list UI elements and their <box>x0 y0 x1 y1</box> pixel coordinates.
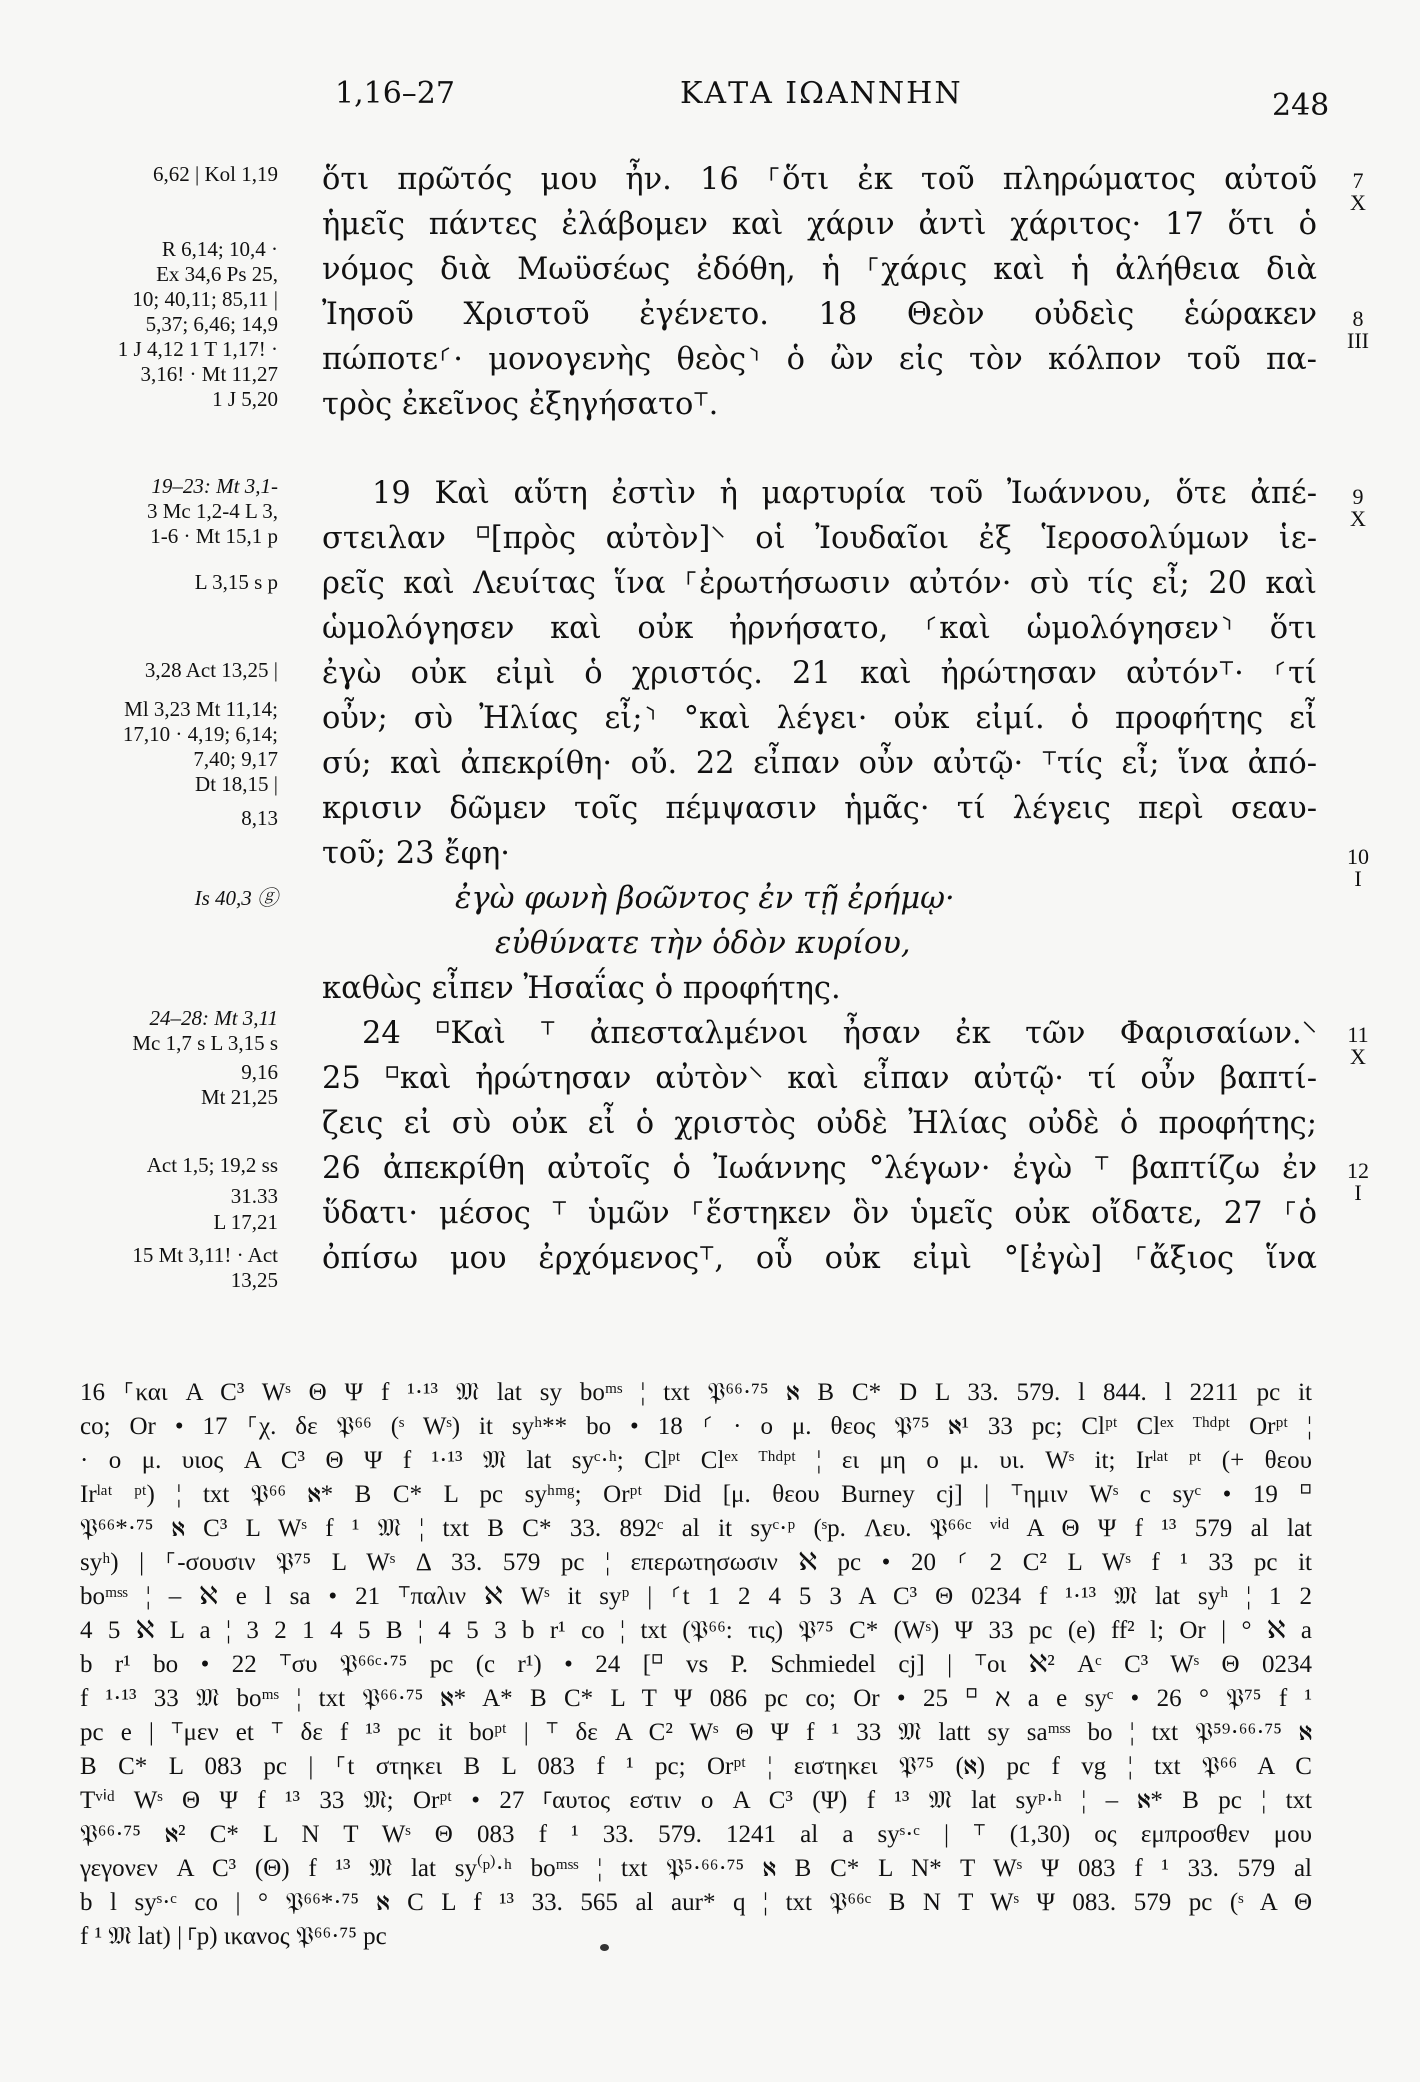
section-code: X <box>1350 1044 1366 1069</box>
text-line: 26 ἀπεκρίθη αὐτοῖς ὁ Ἰωάννης °λέγων· ἐγὼ ⸆ βαπτίζω ἐν <box>322 1151 1317 1186</box>
section-code: X <box>1350 506 1366 531</box>
margin-ref: 31.33 <box>230 1184 278 1208</box>
margin-ref: 3,16! · Mt 11,27 <box>140 362 278 386</box>
apparatus-line: boᵐˢˢ ¦ – ℵ e l sa • 21 ⸆παλιν ℵ Wˢ it syᵖ | ⸂t 1 2 4 5 3 A C³ Θ 0234 f ¹·¹³ 𝔐 lat syʰ ¦ 1 2 <box>80 1583 1312 1610</box>
text-line: Ἰησοῦ Χριστοῦ ἐγένετο. 18 Θεὸν οὐδεὶς ἑώρακεν <box>322 297 1317 332</box>
margin-ref: 6,62 | Kol 1,19 <box>153 162 278 186</box>
margin-ref: 3 Mc 1,2-4 L 3, <box>146 499 278 523</box>
text-line: οὖν; σὺ Ἠλίας εἶ;⸃ °καὶ λέγει· οὐκ εἰμί. ὁ προφήτης εἶ <box>322 701 1317 736</box>
book-title: ΚΑΤΑ ΙΩΑΝΝΗΝ <box>680 76 963 111</box>
apparatus-line: γεγονεν A C³ (Θ) f ¹³ 𝔐 lat sy⁽ᵖ⁾·ʰ boᵐˢˢ ¦ txt 𝔓⁵·⁶⁶·⁷⁵ ℵ B C* L N* T Wˢ Ψ 083 f ¹ 33. 579 al <box>80 1855 1312 1882</box>
apparatus-line: 𝔓⁶⁶·⁷⁵ ℵ² C* L N T Wˢ Θ 083 f ¹ 33. 579. 1241 al a syˢ·ᶜ | ⸆ (1,30) ος εμπροσθεν μου <box>80 1821 1312 1848</box>
text-line: καθὼς εἶπεν Ἠσαΐας ὁ προφήτης. <box>322 971 841 1006</box>
apparatus-line: 4 5 ℵ L a ¦ 3 2 1 4 5 B ¦ 4 5 3 b r¹ co ¦ txt (𝔓⁶⁶: τις) 𝔓⁷⁵ C* (Wˢ) Ψ 33 pc (e) ff² l; Or | ° ℵ a <box>80 1617 1312 1644</box>
text-line: στειλαν ⸋[πρὸς αὐτὸν]⸌ οἱ Ἰουδαῖοι ἐξ Ἱεροσολύμων ἱε- <box>322 521 1317 556</box>
text-line: κρισιν δῶμεν τοῖς πέμψασιν ἡμᾶς· τί λέγεις περὶ σεαυ- <box>322 791 1317 826</box>
text-line: ὕδατι· μέσος ⸆ ὑμῶν ⸀ἕστηκεν ὃν ὑμεῖς οὐκ οἴδατε, 27 ⸀ὁ <box>322 1196 1317 1231</box>
page-number: 248 <box>1272 88 1330 123</box>
text-line: τρὸς ἐκεῖνος ἐξηγήσατο⸆. <box>322 387 719 422</box>
text-line: νόμος διὰ Μωϋσέως ἐδόθη, ἡ ⸀χάρις καὶ ἡ ἀλήθεια διὰ <box>322 252 1317 287</box>
margin-ref: 8,13 <box>241 806 278 830</box>
apparatus-line: Tᵛⁱᵈ Wˢ Θ Ψ f ¹³ 33 𝔐; Orᵖᵗ • 27 ⸀αυτος εστιν ο A C³ (Ψ) f ¹³ 𝔐 lat syᵖ·ʰ ¦ – ℵ* B pc ¦ txt <box>80 1787 1312 1814</box>
text-line: ὅτι πρῶτός μου ἦν. 16 ⸀ὅτι ἐκ τοῦ πληρώματος αὐτοῦ <box>322 162 1317 197</box>
margin-ref: 13,25 <box>230 1268 278 1292</box>
apparatus-line: B C* L 083 pc | ⸀t στηκει B L 083 f ¹ pc; Orᵖᵗ ¦ ειστηκει 𝔓⁷⁵ (ℵ) pc f vg ¦ txt 𝔓⁶⁶ A C <box>80 1753 1312 1780</box>
margin-ref: L 3,15 s p <box>194 570 278 594</box>
margin-ref: 10; 40,11; 85,11 | <box>132 287 278 311</box>
section-number: 11 <box>1347 1022 1369 1047</box>
quotation-line: εὐθύνατε τὴν ὁδὸν κυρίου, <box>495 926 911 961</box>
text-line: 24 ⸋Καὶ ⸆ ἀπεσταλμένοι ἦσαν ἐκ τῶν Φαρισαίων.⸌ <box>362 1016 1317 1051</box>
apparatus-line: pc e | ⸆μεν et ⸆ δε f ¹³ pc it boᵖᵗ | ⸆ δε A C² Wˢ Θ Ψ f ¹ 33 𝔐 latt sy saᵐˢˢ bo ¦ txt 𝔓⁵⁹·⁶⁶·⁷⁵ ℵ <box>80 1719 1312 1746</box>
apparatus-line: f ¹·¹³ 33 𝔐 boᵐˢ ¦ txt 𝔓⁶⁶·⁷⁵ ℵ* A* B C* L T Ψ 086 pc co; Or • 25 ⸋ ℵ a e syᶜ • 26 ° 𝔓⁷⁵ f ¹ <box>80 1685 1312 1712</box>
section-marker <box>1338 170 1378 214</box>
section-number: 9 <box>1352 484 1364 509</box>
margin-ref: Act 1,5; 19,2 ss <box>146 1153 278 1177</box>
margin-ref: Ex 34,6 Ps 25, <box>156 262 278 286</box>
section-marker <box>1338 1160 1378 1204</box>
margin-ref: 24–28: Mt 3,11 <box>149 1006 278 1030</box>
margin-ref: 7,40; 9,17 <box>193 747 278 771</box>
apparatus-line: · ο μ. υιος A C³ Θ Ψ f ¹·¹³ 𝔐 lat syᶜ·ʰ; Clᵖᵗ Clᵉˣ ᵀʰᵈᵖᵗ ¦ ει μη ο μ. υι. Wˢ it; Irˡᵃᵗ ᵖᵗ (+ θεου <box>80 1447 1312 1474</box>
margin-ref: 3,28 Act 13,25 | <box>144 658 278 682</box>
text-line: 25 ⸋καὶ ἠρώτησαν αὐτὸν⸌ καὶ εἶπαν αὐτῷ· τί οὖν βαπτί- <box>322 1061 1317 1096</box>
apparatus-line: co; Or • 17 ⸀χ. δε 𝔓⁶⁶ (ˢ Wˢ) it syʰ** bo • 18 ⸂ · ο μ. θεος 𝔓⁷⁵ ℵ¹ 33 pc; Clᵖᵗ Clᵉˣ ᵀʰᵈᵖᵗ Orᵖᵗ ¦ <box>80 1413 1312 1440</box>
section-number: 7 <box>1352 168 1364 193</box>
text-line: ὀπίσω μου ἐρχόμενος⸆, οὗ οὐκ εἰμὶ °[ἐγὼ] ⸀ἄξιος ἵνα <box>322 1241 1317 1276</box>
text-line: τοῦ; 23 ἔφη· <box>322 836 510 871</box>
quotation-line: ἐγὼ φωνὴ βοῶντος ἐν τῇ ἐρήμῳ· <box>455 881 955 916</box>
text-line: ζεις εἰ σὺ οὐκ εἶ ὁ χριστὸς οὐδὲ Ἠλίας οὐδὲ ὁ προφήτης; <box>322 1106 1317 1141</box>
apparatus-line: 16 ⸀και A C³ Wˢ Θ Ψ f ¹·¹³ 𝔐 lat sy boᵐˢ ¦ txt 𝔓⁶⁶·⁷⁵ ℵ B C* D L 33. 579. l 844. l 2211 pc it <box>80 1379 1312 1406</box>
text-line: ἡμεῖς πάντες ἐλάβομεν καὶ χάριν ἀντὶ χάριτος· 17 ὅτι ὁ <box>322 207 1317 242</box>
text-line: σύ; καὶ ἀπεκρίθη· οὔ. 22 εἶπαν οὖν αὐτῷ· ⸆τίς εἶ; ἵνα ἀπό- <box>322 746 1317 781</box>
text-line: ἐγὼ οὐκ εἰμὶ ὁ χριστός. 21 καὶ ἠρώτησαν αὐτόν⸆· ⸂τί <box>322 656 1317 691</box>
section-number: 12 <box>1347 1158 1369 1183</box>
margin-ref: Is 40,3 ⓖ <box>194 886 278 910</box>
margin-ref: Mc 1,7 s L 3,15 s <box>132 1031 278 1055</box>
apparatus-line: syʰ) | ⸀-σουσιν 𝔓⁷⁵ L Wˢ Δ 33. 579 pc ¦ επερωτησωσιν ℵ pc • 20 ⸂ 2 C² L Wˢ f ¹ 33 pc it <box>80 1549 1312 1576</box>
section-code: X <box>1350 190 1366 215</box>
margin-ref: 9,16 <box>241 1060 278 1084</box>
ink-smudge <box>600 1944 609 1951</box>
apparatus-line: b l syˢ·ᶜ co | ° 𝔓⁶⁶*·⁷⁵ ℵ C L f ¹³ 33. 565 al aur* q ¦ txt 𝔓⁶⁶ᶜ B N T Wˢ Ψ 083. 579 pc (ˢ A Θ <box>80 1889 1312 1916</box>
chapter-verse-reference: 1,16–27 <box>335 76 455 111</box>
margin-ref: Dt 18,15 | <box>195 772 278 796</box>
apparatus-line: f ¹ 𝔐 lat) | ⸀p) ικανος 𝔓⁶⁶·⁷⁵ pc <box>80 1923 387 1950</box>
section-code: I <box>1354 866 1362 891</box>
margin-ref: Ml 3,23 Mt 11,14; <box>124 697 278 721</box>
text-line: ρεῖς καὶ Λευίτας ἵνα ⸀ἐρωτήσωσιν αὐτόν· σὺ τίς εἶ; 20 καὶ <box>322 566 1317 601</box>
section-marker <box>1338 308 1378 352</box>
section-number: 10 <box>1347 844 1369 869</box>
margin-ref: 17,10 · 4,19; 6,14; <box>122 722 278 746</box>
margin-ref: 15 Mt 3,11! · Act <box>132 1243 278 1267</box>
margin-ref: 5,37; 6,46; 14,9 <box>145 312 278 336</box>
margin-ref: 19–23: Mt 3,1- <box>151 474 278 498</box>
text-line: 19 Καὶ αὕτη ἐστὶν ἡ μαρτυρία τοῦ Ἰωάννου, ὅτε ἀπέ- <box>372 476 1317 511</box>
text-line: πώποτε⸂· μονογενὴς θεὸς⸃ ὁ ὢν εἰς τὸν κόλπον τοῦ πα- <box>322 342 1317 377</box>
text-line: ὡμολόγησεν καὶ οὐκ ἠρνήσατο, ⸂καὶ ὡμολόγησεν⸃ ὅτι <box>322 611 1317 646</box>
margin-ref: 1 J 4,12 1 T 1,17! · <box>117 337 278 361</box>
apparatus-line: 𝔓⁶⁶*·⁷⁵ ℵ C³ L Wˢ f ¹ 𝔐 ¦ txt B C* 33. 892ᶜ al it syᶜ·ᵖ (ˢp. Λευ. 𝔓⁶⁶ᶜ ᵛⁱᵈ A Θ Ψ f ¹³ 579 al lat <box>80 1515 1312 1542</box>
margin-ref: L 17,21 <box>213 1210 278 1234</box>
section-number: 8 <box>1352 306 1364 331</box>
margin-ref: 1-6 · Mt 15,1 p <box>150 524 278 548</box>
section-code: I <box>1354 1180 1362 1205</box>
margin-ref: R 6,14; 10,4 · <box>161 237 278 261</box>
section-marker <box>1338 486 1378 530</box>
margin-ref: Mt 21,25 <box>200 1085 278 1109</box>
apparatus-line: Irˡᵃᵗ ᵖᵗ) ¦ txt 𝔓⁶⁶ ℵ* B C* L pc syʰᵐᵍ; Orᵖᵗ Did [μ. θεου Burney cj] | ⸆ημιν Wˢ c syᶜ • 19 ⸋ <box>80 1481 1312 1508</box>
section-code: III <box>1347 328 1369 353</box>
apparatus-line: b r¹ bo • 22 ⸆συ 𝔓⁶⁶ᶜ·⁷⁵ pc (c r¹) • 24 [⸋ vs P. Schmiedel cj] | ⸆οι ℵ² Aᶜ C³ Wˢ Θ 0234 <box>80 1651 1312 1678</box>
margin-ref: 1 J 5,20 <box>212 387 278 411</box>
section-marker <box>1338 1024 1378 1068</box>
